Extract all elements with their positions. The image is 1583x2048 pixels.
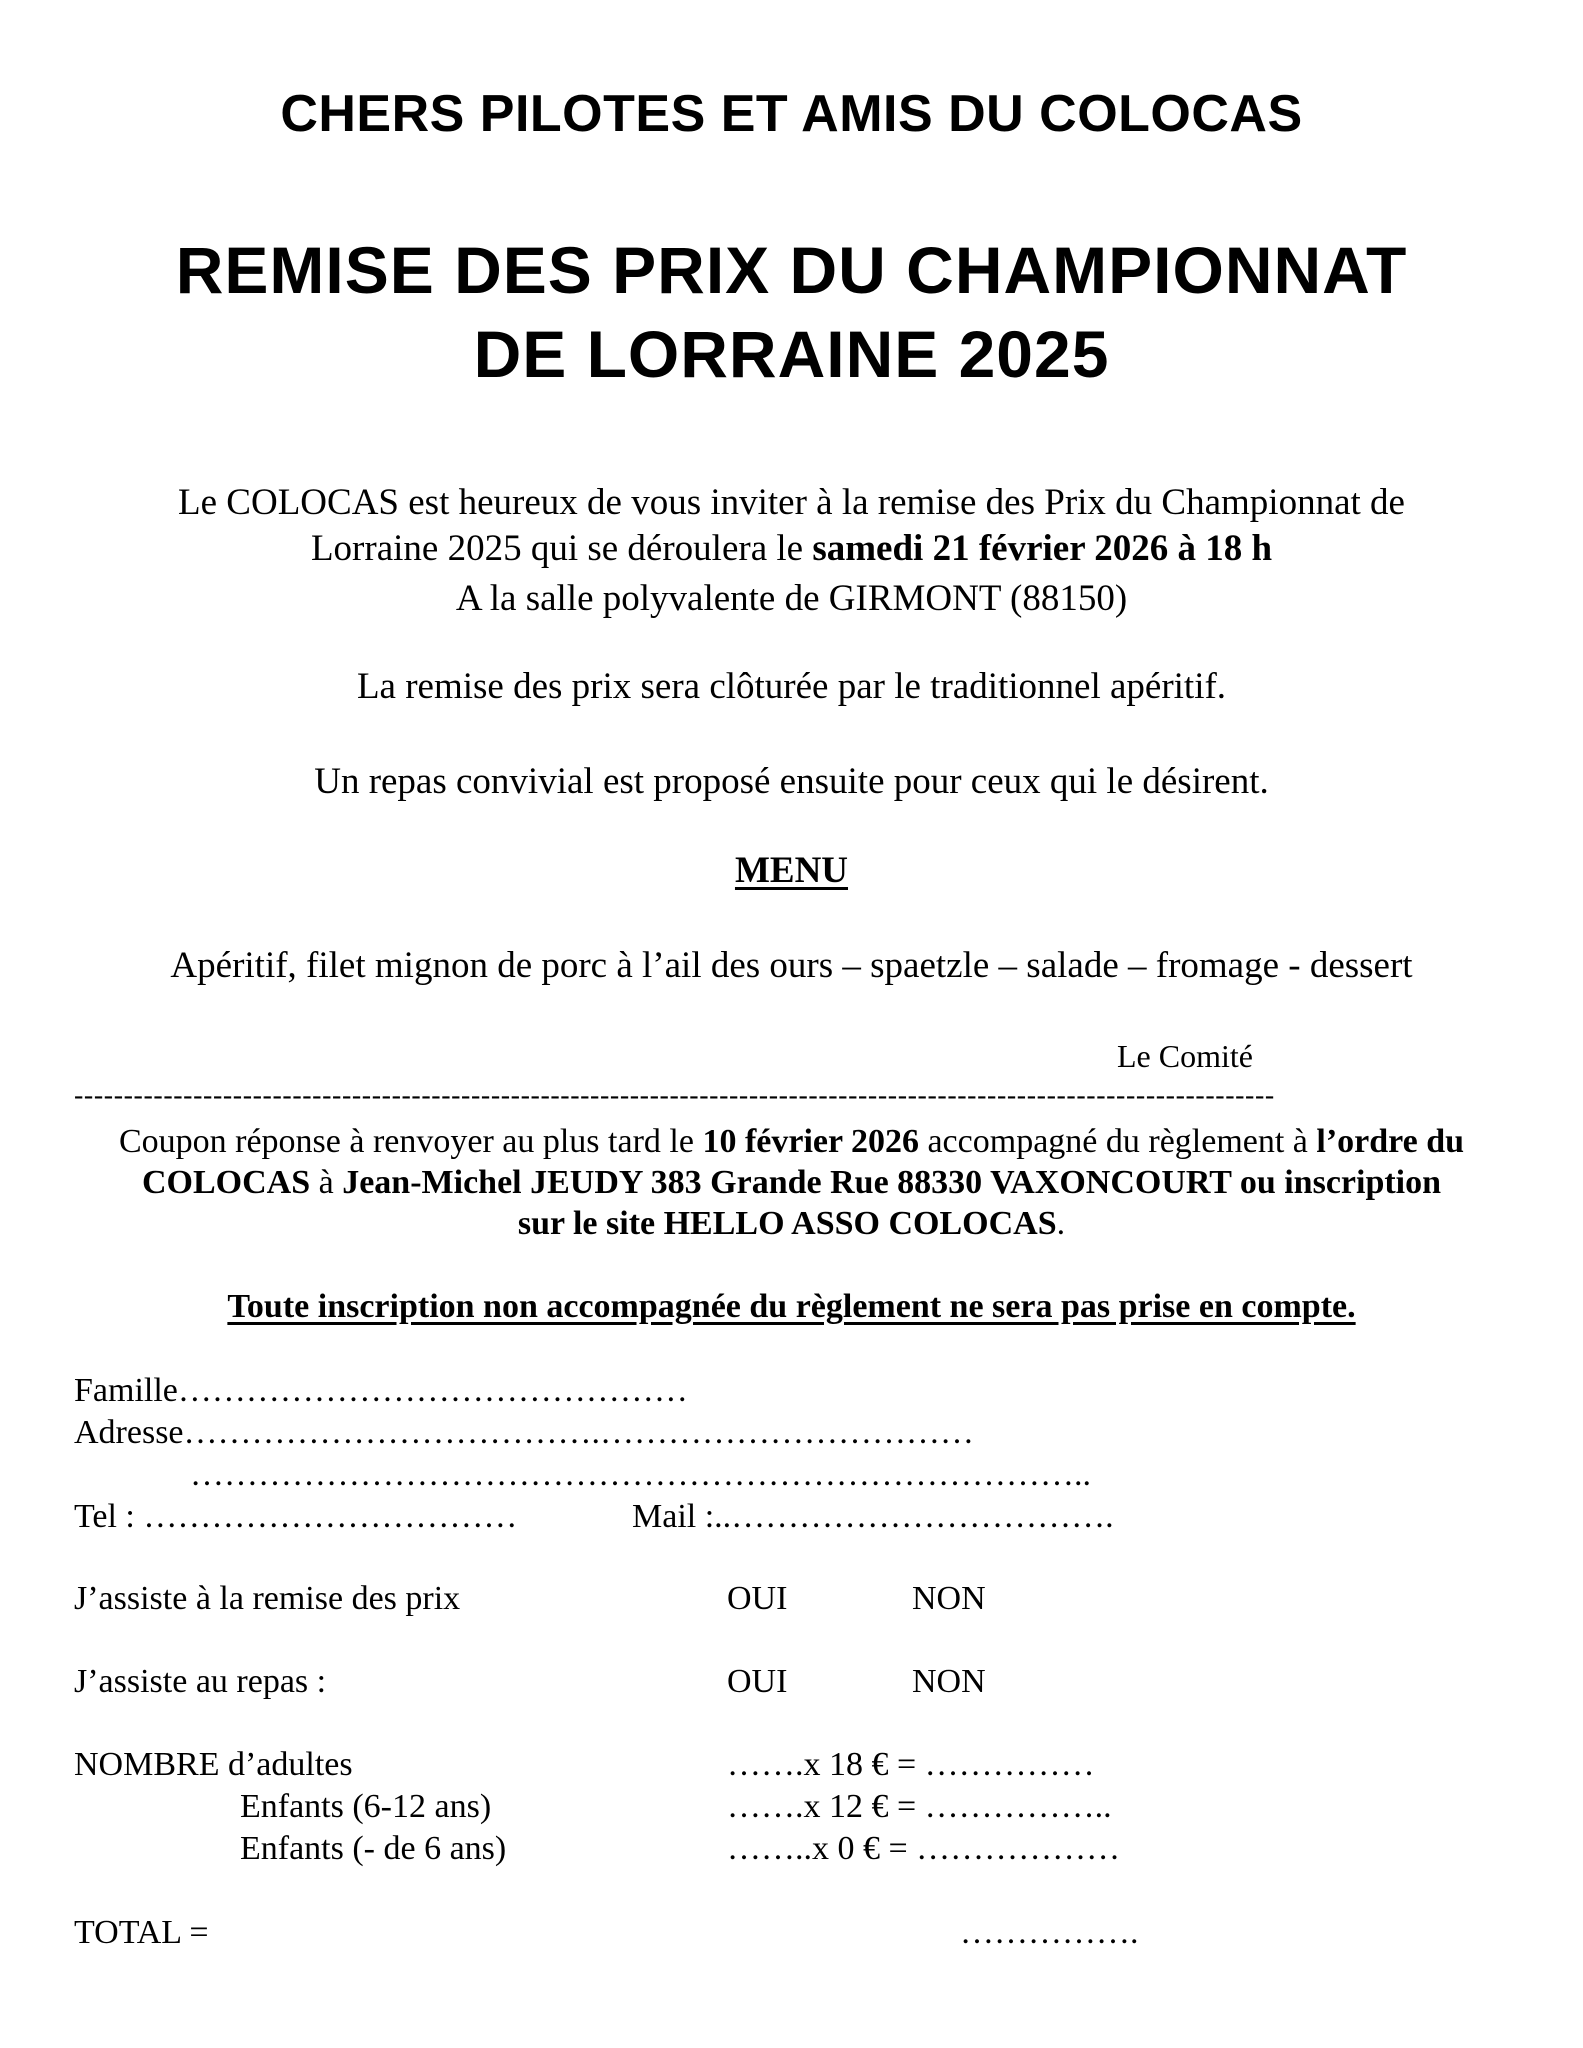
- invitation-line-2-text: Lorraine 2025 qui se déroulera le: [310, 528, 813, 569]
- total-label: TOTAL =: [74, 1914, 209, 1951]
- children-6-12-label: Enfants (6-12 ans): [240, 1788, 492, 1825]
- invitation-line-2: [0, 530, 1583, 567]
- menu-heading: [0, 852, 1583, 889]
- coupon-org: COLOCAS: [141, 1164, 311, 1201]
- attend-meal-label: J’assiste au repas :: [74, 1663, 327, 1700]
- mail-field[interactable]: Mail :..…………………………….: [632, 1498, 1114, 1535]
- adults-count-label: NOMBRE d’adultes: [74, 1746, 353, 1783]
- attend-ceremony-oui[interactable]: OUI: [727, 1580, 788, 1617]
- coupon-deadline: 10 février 2026: [702, 1123, 919, 1160]
- signature: Le Comité: [1117, 1038, 1253, 1074]
- coupon-address: Jean-Michel JEUDY 383 Grande Rue 88330 VAXONCOURT ou inscription: [342, 1164, 1442, 1201]
- coupon-line-2: [0, 1166, 1583, 1200]
- adresse-field-line-2[interactable]: ……………………………………………………………………..: [190, 1456, 1091, 1493]
- payment-warning: [0, 1290, 1583, 1324]
- payment-warning-text: Toute inscription non accompagnée du règlement ne sera pas prise en compte.: [227, 1288, 1356, 1325]
- attend-meal-non[interactable]: NON: [912, 1663, 986, 1700]
- event-date: samedi 21 février 2026 à 18 h: [812, 528, 1273, 569]
- total-field[interactable]: …………….: [960, 1914, 1139, 1951]
- invitation-line-1: Le COLOCAS est heureux de vous inviter à la remise des Prix du Championnat de: [178, 482, 1405, 523]
- attend-meal-oui[interactable]: OUI: [727, 1663, 788, 1700]
- meal-note: Un repas convivial est proposé ensuite pour ceux qui le désirent.: [314, 761, 1269, 802]
- children-under-6-label: Enfants (- de 6 ans): [240, 1830, 507, 1867]
- adults-count-field[interactable]: …….x 18 € = ……………: [727, 1746, 1095, 1783]
- attend-ceremony-non[interactable]: NON: [912, 1580, 986, 1617]
- children-under-6-field[interactable]: ……..x 0 € = ………………: [727, 1830, 1121, 1867]
- adresse-field[interactable]: Adresse……………………………….……………………………: [74, 1414, 975, 1451]
- coupon-text-2b: à: [310, 1164, 343, 1201]
- tel-field[interactable]: Tel : ……………………………: [74, 1498, 518, 1535]
- title-line-1: REMISE DES PRIX DU CHAMPIONNAT: [175, 233, 1408, 307]
- title-line-2: DE LORRAINE 2025: [473, 317, 1110, 391]
- famille-field[interactable]: Famille………………………………………: [74, 1372, 688, 1409]
- coupon-website: sur le site HELLO ASSO COLOCAS: [517, 1205, 1057, 1242]
- coupon-text-1a: Coupon réponse à renvoyer au plus tard le: [118, 1123, 703, 1160]
- coupon-payee: l’ordre du: [1316, 1123, 1465, 1160]
- greeting-heading: CHERS PILOTES ET AMIS DU COLOCAS: [280, 85, 1303, 143]
- aperitif-note: La remise des prix sera clôturée par le traditionnel apéritif.: [356, 666, 1227, 707]
- coupon-line-3: [0, 1207, 1583, 1241]
- invitation-venue: A la salle polyvalente de GIRMONT (88150): [455, 578, 1128, 619]
- menu-heading-text: MENU: [734, 850, 849, 891]
- coupon-line-1: [0, 1125, 1583, 1159]
- coupon-period: .: [1056, 1205, 1066, 1242]
- menu-items: Apéritif, filet mignon de porc à l’ail des ours – spaetzle – salade – fromage - dessert: [170, 945, 1413, 986]
- attend-ceremony-label: J’assiste à la remise des prix: [74, 1580, 461, 1617]
- coupon-text-1c: accompagné du règlement à: [918, 1123, 1317, 1160]
- cut-line-separator: -------------------------------------------------------------------------------------------------------------------------: [74, 1080, 1275, 1111]
- children-6-12-field[interactable]: …….x 12 € = ……………..: [727, 1788, 1112, 1825]
